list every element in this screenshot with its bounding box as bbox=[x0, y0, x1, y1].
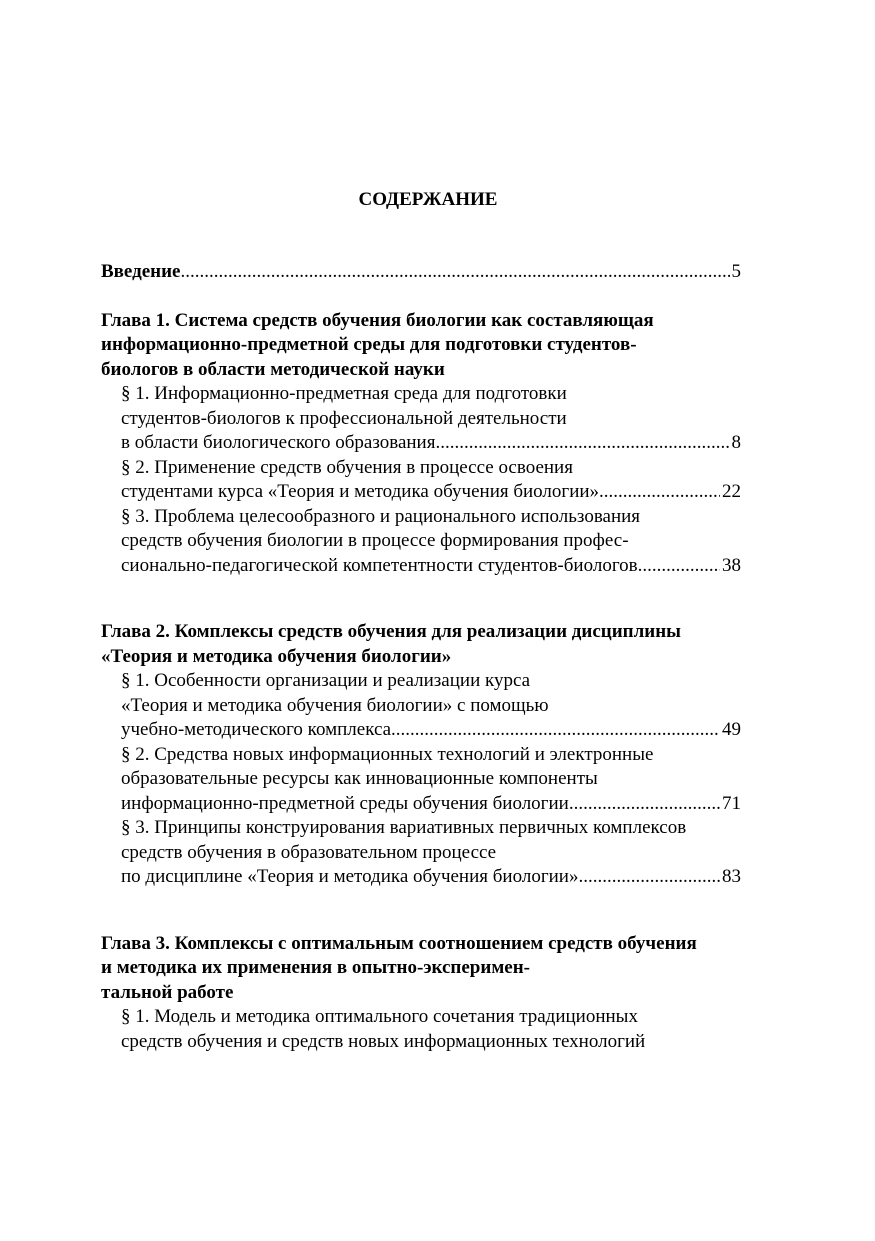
table-of-contents bbox=[101, 260, 741, 1096]
dot-leader bbox=[638, 554, 720, 579]
section-last-line bbox=[121, 480, 741, 505]
section-text-line: § 2. Средства новых информационных технологий и электронные bbox=[121, 743, 654, 765]
toc-page-number: 71 bbox=[722, 792, 741, 814]
section-2-2 bbox=[121, 743, 741, 817]
section-1-2 bbox=[121, 456, 741, 505]
section-text-line: по дисциплине «Теория и методика обучения биологии» bbox=[121, 866, 579, 887]
dot-leader bbox=[599, 480, 720, 505]
section-text-line: § 2. Применение средств обучения в процессе освоения bbox=[121, 456, 573, 478]
section-last-line bbox=[121, 554, 741, 579]
toc-entry-label: Введение bbox=[101, 261, 181, 282]
dot-leader bbox=[569, 792, 720, 817]
section-text-line: информационно-предметной среды обучения биологии bbox=[121, 792, 569, 814]
section-last-line bbox=[121, 431, 741, 456]
section-2-3 bbox=[121, 816, 741, 890]
section-text-line: образовательные ресурсы как инновационные компоненты bbox=[121, 768, 598, 789]
chapter-title-line: информационно-предметной среды для подготовки студентов- bbox=[101, 334, 637, 355]
chapter-title-line: Глава 1. Система средств обучения биологии как составляющая bbox=[101, 309, 654, 331]
section-text-line: средств обучения в образовательном процессе bbox=[121, 841, 497, 863]
section-text-line: средств обучения и средств новых информационных технологий bbox=[121, 1030, 646, 1052]
section-last-line bbox=[121, 718, 741, 743]
section-text-line: § 1. Информационно-предметная среда для подготовки bbox=[121, 383, 567, 404]
section-text-line: § 3. Проблема целесообразного и рационального использования bbox=[121, 505, 641, 527]
chapter-3 bbox=[101, 932, 741, 1055]
chapter-title-line: Глава 3. Комплексы с оптимальным соотношением средств обучения bbox=[101, 932, 697, 954]
toc-page-number: 49 bbox=[722, 719, 741, 740]
chapter-title-line: тальной работе bbox=[101, 981, 234, 1003]
section-text-line: средств обучения биологии в процессе формирования профес- bbox=[121, 530, 629, 551]
chapter-2 bbox=[101, 620, 741, 890]
chapter-title-line: биологов в области методической науки bbox=[101, 358, 445, 380]
section-text-line: § 1. Особенности организации и реализации курса bbox=[121, 670, 531, 691]
section-3-1 bbox=[121, 1005, 741, 1054]
chapter-1 bbox=[101, 309, 741, 579]
section-2-1 bbox=[121, 669, 741, 743]
section-text-line: § 1. Модель и методика оптимального сочетания традиционных bbox=[121, 1006, 638, 1027]
section-last-line bbox=[121, 792, 741, 817]
toc-page-number: 5 bbox=[731, 261, 741, 282]
section-last-line bbox=[121, 865, 741, 890]
toc-page-number: 38 bbox=[722, 554, 741, 576]
section-1-1 bbox=[121, 382, 741, 456]
section-text-line: сионально-педагогической компетентности студентов-биологов bbox=[121, 554, 638, 576]
dot-leader bbox=[391, 718, 720, 743]
page-title: СОДЕРЖАНИЕ bbox=[358, 189, 498, 210]
section-1-3 bbox=[121, 505, 741, 579]
section-text-line: учебно-методического комплекса bbox=[121, 719, 392, 740]
chapter-title-line: «Теория и методика обучения биологии» bbox=[101, 645, 452, 667]
section-text-line: в области биологического образования bbox=[121, 432, 436, 453]
section-text-line: студентами курса «Теория и методика обучения биологии» bbox=[121, 481, 600, 502]
toc-entry-intro bbox=[101, 260, 741, 285]
toc-page-number: 8 bbox=[731, 432, 741, 453]
dot-leader bbox=[435, 431, 729, 456]
chapter-title-line: и методика их применения в опытно-эксперимен- bbox=[101, 957, 530, 978]
section-text-line: § 3. Принципы конструирования вариативных первичных комплексов bbox=[121, 817, 687, 838]
section-text-line: студентов-биологов к профессиональной деятельности bbox=[121, 407, 567, 429]
dot-leader bbox=[578, 865, 720, 890]
toc-page-number: 22 bbox=[722, 481, 741, 502]
chapter-title-line: Глава 2. Комплексы средств обучения для реализации дисциплины bbox=[101, 621, 682, 642]
toc-page-number: 83 bbox=[722, 866, 741, 887]
section-text-line: «Теория и методика обучения биологии» с помощью bbox=[121, 694, 549, 716]
dot-leader bbox=[181, 260, 730, 285]
